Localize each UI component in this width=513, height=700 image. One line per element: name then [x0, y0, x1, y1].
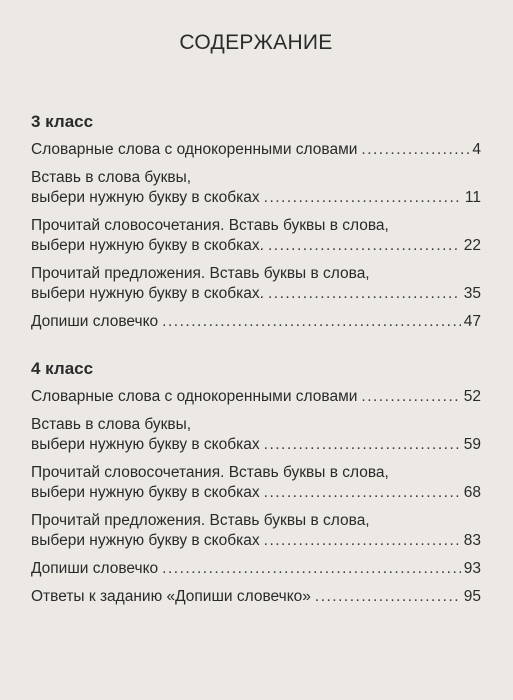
toc-title: СОДЕРЖАНИЕ: [179, 31, 333, 54]
dot-leader: [264, 483, 461, 503]
entry-title: Прочитай предложения. Вставь буквы в слова,: [31, 265, 370, 282]
page-number: 59: [463, 436, 481, 453]
entry-title: Прочитай словосочетания. Вставь буквы в слова,: [31, 464, 389, 481]
entry-title-continuation: выбери нужную букву в скобках: [31, 189, 260, 206]
page-number: 22: [463, 237, 481, 254]
page-number: 52: [463, 388, 481, 405]
entry-title: Вставь в слова буквы,: [31, 416, 192, 433]
toc-entry[interactable]: [31, 168, 481, 208]
dot-leader: [264, 435, 461, 455]
entry-title-continuation: выбери нужную букву в скобках.: [31, 237, 264, 254]
toc-entry[interactable]: [31, 216, 481, 256]
entry-title: Словарные слова с однокоренными словами: [31, 141, 358, 158]
toc-entry[interactable]: [31, 264, 481, 304]
dot-leader: [264, 188, 462, 208]
dot-leader: [315, 587, 461, 607]
page-number: 4: [472, 141, 481, 158]
toc-entry[interactable]: [31, 140, 481, 160]
entry-title: Прочитай предложения. Вставь буквы в слова,: [31, 512, 370, 529]
entry-title-continuation: выбери нужную букву в скобках: [31, 436, 260, 453]
entry-title: Вставь в слова буквы,: [31, 169, 192, 186]
section-grade-3: [31, 112, 481, 332]
toc-entry[interactable]: [31, 387, 481, 407]
dot-leader: [361, 387, 460, 407]
dot-leader: [162, 312, 461, 332]
dot-leader: [268, 284, 461, 304]
section-heading: 4 класс: [31, 359, 94, 378]
page-number: 35: [463, 285, 481, 302]
page-number: 11: [464, 189, 481, 206]
entry-title: Допиши словечко: [31, 560, 159, 577]
toc-entry[interactable]: [31, 415, 481, 455]
entry-title: Допиши словечко: [31, 313, 159, 330]
page-number: 95: [463, 588, 481, 605]
toc-entry[interactable]: [31, 312, 481, 332]
section-grade-4: [31, 359, 481, 607]
entry-title-continuation: выбери нужную букву в скобках: [31, 532, 260, 549]
dot-leader: [268, 236, 461, 256]
dot-leader: [264, 531, 461, 551]
section-heading: 3 класс: [31, 112, 94, 131]
page-number: 68: [463, 484, 481, 501]
entry-title: Ответы к заданию «Допиши словечко»: [31, 588, 311, 605]
dot-leader: [361, 140, 469, 160]
entry-title-continuation: выбери нужную букву в скобках.: [31, 285, 264, 302]
page-number: 93: [463, 560, 481, 577]
toc-entry[interactable]: [31, 587, 481, 607]
toc-entry[interactable]: [31, 511, 481, 551]
dot-leader: [162, 559, 461, 579]
entry-title: Словарные слова с однокоренными словами: [31, 388, 358, 405]
toc-entry[interactable]: [31, 559, 481, 579]
page-number: 47: [463, 313, 481, 330]
toc-entry[interactable]: [31, 463, 481, 503]
entry-title-continuation: выбери нужную букву в скобках: [31, 484, 260, 501]
entry-title: Прочитай словосочетания. Вставь буквы в слова,: [31, 217, 389, 234]
page-number: 83: [463, 532, 481, 549]
